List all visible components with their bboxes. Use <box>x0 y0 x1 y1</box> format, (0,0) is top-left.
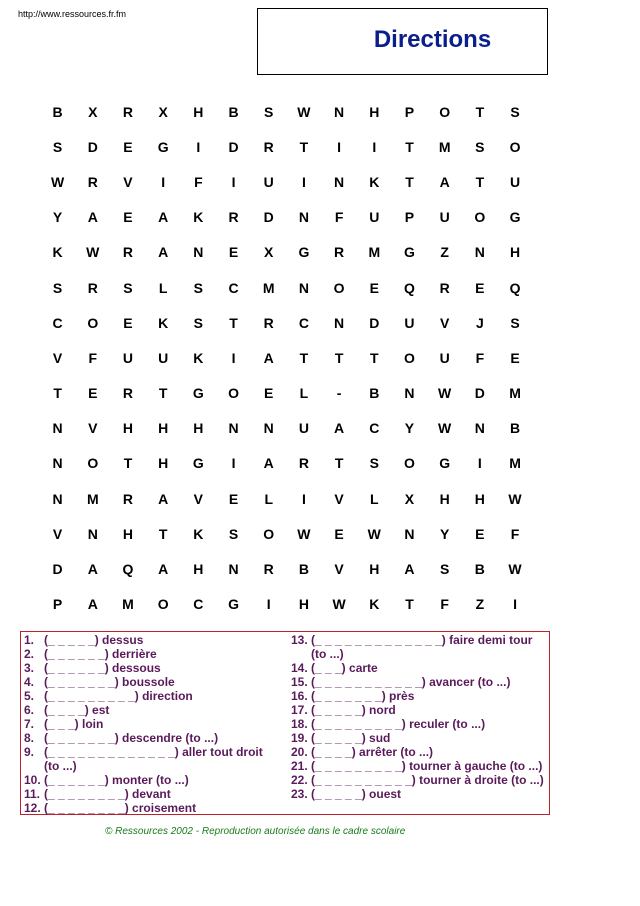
grid-letter: A <box>158 490 169 507</box>
grid-letter: V <box>439 314 450 331</box>
clue-item <box>291 689 549 703</box>
clue-text: (_ _ _ _ _ _ _ _ _ _) tourner à droite (to ...) <box>311 773 544 787</box>
grid-letter: A <box>158 561 169 578</box>
grid-letter: X <box>404 490 415 507</box>
grid-letter: Y <box>404 420 415 437</box>
grid-letter: F <box>88 349 98 366</box>
grid-letter: V <box>88 420 98 437</box>
grid-letter: W <box>438 420 452 437</box>
clue-text: (_ _ _ _ _ _ _ _ _) reculer (to ...) <box>311 717 486 731</box>
grid-letter: T <box>158 385 168 402</box>
clue-number: 19. <box>291 731 308 745</box>
grid-letter: Z <box>475 596 485 613</box>
clue-continuation: (to ...) <box>44 759 77 773</box>
grid-letter: S <box>264 103 274 120</box>
grid-letter: T <box>334 349 344 366</box>
grid-letter: B <box>369 385 380 402</box>
grid-letter: H <box>122 525 134 542</box>
grid-letter: U <box>158 349 169 366</box>
clue-item <box>24 633 289 647</box>
grid-letter: O <box>404 349 415 366</box>
grid-letter: U <box>509 173 521 190</box>
grid-letter: A <box>87 561 98 578</box>
clue-number: 1. <box>24 633 35 647</box>
clue-continuation: (to ...) <box>311 647 344 661</box>
grid-letter: A <box>87 209 98 226</box>
grid-letter: R <box>122 244 134 261</box>
grid-letter: U <box>298 420 309 437</box>
clue-column-right <box>291 633 549 801</box>
clue-item <box>24 787 289 801</box>
clue-text: (_ _ _ _ _ _) dessous <box>44 661 161 675</box>
clue-text: (_ _ _ _ _ _) derrière <box>44 647 157 661</box>
grid-letter: N <box>334 103 345 120</box>
grid-letter: U <box>263 173 274 190</box>
grid-letter: L <box>370 490 379 507</box>
clue-item <box>24 675 289 689</box>
grid-letter: A <box>404 561 415 578</box>
grid-letter: S <box>510 103 520 120</box>
grid-letter: F <box>510 525 520 542</box>
grid-letter: K <box>158 314 169 331</box>
clue-text: (_ _ _ _ _) nord <box>311 703 396 717</box>
grid-letter: T <box>475 103 485 120</box>
grid-letter: H <box>193 561 204 578</box>
grid-letter: H <box>193 103 204 120</box>
grid-letter: R <box>263 138 274 155</box>
clue-number: 11. <box>24 787 41 801</box>
grid-letter: B <box>52 103 63 120</box>
page-title: Directions <box>373 26 492 53</box>
grid-letter: N <box>87 525 98 542</box>
grid-letter: E <box>228 490 239 507</box>
grid-letter: N <box>52 420 63 437</box>
clue-text: (_ _ _ _ _) sud <box>311 731 391 745</box>
grid-letter: G <box>228 596 239 613</box>
grid-letter: A <box>439 173 450 190</box>
clue-item <box>291 731 549 745</box>
grid-letter: U <box>369 209 380 226</box>
clue-item <box>24 647 289 661</box>
title-box <box>257 8 548 75</box>
grid-letter: R <box>334 244 345 261</box>
grid-letter: W <box>297 525 311 542</box>
grid-letter: X <box>264 244 274 261</box>
clue-item <box>24 801 289 815</box>
grid-letter: H <box>158 455 169 472</box>
grid-letter: L <box>264 490 273 507</box>
clue-number: 18. <box>291 717 308 731</box>
clue-item <box>291 661 549 675</box>
grid-letter: F <box>440 596 449 613</box>
grid-letter: H <box>193 420 204 437</box>
grid-letter: R <box>87 173 98 190</box>
grid-letter: F <box>475 349 485 366</box>
grid-letter: I <box>161 173 166 190</box>
grid-letter: Q <box>404 279 415 296</box>
clue-item <box>291 773 549 787</box>
grid-letter: M <box>509 385 521 402</box>
clue-text: (_ _ _ _ _) ouest <box>311 787 402 801</box>
word-search-grid <box>40 94 533 622</box>
grid-letter: U <box>404 314 415 331</box>
grid-letter: W <box>508 561 522 578</box>
clue-text: (_ _ _ _ _ _ _ _) devant <box>44 787 171 801</box>
clue-item <box>24 773 289 787</box>
grid-letter: E <box>475 525 485 542</box>
grid-letter: A <box>158 244 169 261</box>
grid-letter: M <box>368 244 381 261</box>
grid-letter: H <box>298 596 309 613</box>
grid-letter: K <box>369 596 380 613</box>
grid-letter: N <box>52 455 63 472</box>
clue-number: 9. <box>24 745 35 759</box>
grid-letter: N <box>193 244 204 261</box>
clue-number: 12. <box>24 801 41 815</box>
clue-number: 4. <box>24 675 35 689</box>
grid-letter: I <box>372 138 377 155</box>
clue-column-left <box>24 633 289 815</box>
grid-letter: V <box>334 561 344 578</box>
grid-letter: L <box>158 279 168 296</box>
clue-item <box>24 731 289 745</box>
clue-number: 3. <box>24 661 35 675</box>
grid-letter: H <box>369 561 380 578</box>
grid-letter: N <box>228 420 239 437</box>
clue-item <box>24 745 289 759</box>
grid-letter: N <box>228 561 239 578</box>
grid-letter: R <box>439 279 450 296</box>
grid-letter: B <box>228 103 239 120</box>
grid-letter: L <box>299 385 309 402</box>
clue-text: (_ _ _ _ _ _ _) descendre (to ...) <box>44 731 219 745</box>
grid-letter: - <box>336 385 342 402</box>
grid-letter: C <box>228 279 239 296</box>
grid-letter: U <box>439 209 450 226</box>
grid-letter: I <box>266 596 271 613</box>
grid-letter: B <box>474 561 485 578</box>
clue-item <box>24 661 289 675</box>
grid-letter: X <box>88 103 98 120</box>
grid-letter: S <box>193 279 204 296</box>
grid-letter: R <box>263 561 274 578</box>
clue-text: (_ _ _ _ _ _ _ _) croisement <box>44 801 197 815</box>
clue-text: (_ _ _ _ _ _ _ _ _ _ _ _ _) faire demi tour <box>311 633 533 647</box>
grid-letter: A <box>263 349 274 366</box>
grid-letter: S <box>475 138 485 155</box>
grid-letter: H <box>509 244 521 261</box>
clue-text: (_ _ _ _ _ _ _) près <box>311 689 415 703</box>
grid-letter: E <box>264 385 274 402</box>
grid-letter: E <box>123 138 133 155</box>
grid-letter: M <box>122 596 134 613</box>
clue-number: 23. <box>291 787 308 801</box>
grid-letter: E <box>123 314 133 331</box>
grid-letter: O <box>157 596 169 613</box>
clue-number: 2. <box>24 647 35 661</box>
grid-letter: G <box>404 244 415 261</box>
grid-letter: T <box>299 138 309 155</box>
grid-letter: G <box>157 138 169 155</box>
grid-letter: Y <box>439 525 450 542</box>
grid-letter: A <box>158 209 169 226</box>
clue-item <box>291 633 549 647</box>
clue-number: 13. <box>291 633 308 647</box>
grid-letter: Q <box>122 561 134 578</box>
clue-text: (_ _ _ _ _) dessus <box>44 633 144 647</box>
grid-letter: U <box>122 349 134 366</box>
clue-number: 6. <box>24 703 35 717</box>
grid-letter: D <box>263 209 274 226</box>
grid-letter: E <box>123 209 133 226</box>
grid-letter: N <box>52 490 63 507</box>
grid-letter: W <box>50 173 65 190</box>
clue-text: (_ _ _ _) est <box>44 703 110 717</box>
clue-text: (_ _ _) loin <box>44 717 104 731</box>
grid-letter: G <box>192 455 204 472</box>
grid-letter: N <box>334 173 345 190</box>
grid-letter: P <box>404 209 415 226</box>
grid-letter: X <box>158 103 168 120</box>
grid-letter: M <box>262 279 275 296</box>
grid-letter: V <box>123 173 133 190</box>
grid-letter: H <box>158 420 169 437</box>
grid-letter: I <box>301 490 306 507</box>
grid-letter: K <box>369 173 380 190</box>
clue-box <box>20 631 550 815</box>
grid-letter: O <box>87 455 99 472</box>
grid-letter: G <box>509 209 521 226</box>
grid-letter: O <box>404 455 415 472</box>
grid-letter: O <box>228 385 239 402</box>
grid-letter: C <box>369 420 380 437</box>
grid-letter: R <box>298 455 309 472</box>
grid-letter: W <box>297 103 311 120</box>
grid-letter: K <box>193 209 204 226</box>
grid-letter: M <box>438 138 451 155</box>
grid-letter: J <box>475 314 484 331</box>
grid-letter: M <box>86 490 99 507</box>
grid-letter: N <box>474 420 485 437</box>
grid-letter: A <box>87 596 98 613</box>
grid-letter: V <box>52 349 63 366</box>
grid-letter: U <box>439 349 450 366</box>
grid-letter: V <box>193 490 204 507</box>
grid-letter: I <box>301 173 306 190</box>
grid-letter: C <box>193 596 204 613</box>
grid-letter: N <box>404 385 415 402</box>
clue-number: 14. <box>291 661 308 675</box>
grid-letter: V <box>334 490 344 507</box>
clue-number: 21. <box>291 759 308 773</box>
grid-letter: E <box>88 385 98 402</box>
grid-letter: T <box>405 138 414 155</box>
grid-letter: G <box>192 385 204 402</box>
clue-text: (_ _ _ _ _ _ _ _ _ _ _) avancer (to ...) <box>311 675 511 689</box>
grid-letter: G <box>298 244 310 261</box>
grid-letter: Y <box>52 209 63 226</box>
clue-number: 17. <box>291 703 308 717</box>
grid-letter: D <box>52 561 63 578</box>
grid-letter: I <box>231 173 236 190</box>
clue-text: (_ _ _ _ _ _ _) boussole <box>44 675 175 689</box>
clue-item <box>24 703 289 717</box>
grid-letter: I <box>231 455 236 472</box>
grid-letter: T <box>334 455 344 472</box>
grid-letter: S <box>193 314 204 331</box>
grid-letter: Z <box>440 244 449 261</box>
grid-letter: O <box>439 103 451 120</box>
clue-number: 20. <box>291 745 308 759</box>
grid-letter: R <box>263 314 274 331</box>
grid-letter: O <box>263 525 275 542</box>
grid-letter: V <box>52 525 63 542</box>
grid-letter: O <box>509 138 521 155</box>
grid-letter: I <box>196 138 201 155</box>
grid-letter: N <box>263 420 274 437</box>
copyright-footer: © Ressources 2002 - Reproduction autorisée dans le cadre scolaire <box>105 826 406 837</box>
clue-item <box>291 703 549 717</box>
grid-letter: R <box>122 490 134 507</box>
grid-letter: T <box>123 455 133 472</box>
grid-letter: A <box>263 455 274 472</box>
clue-item <box>291 759 549 773</box>
grid-letter: I <box>231 349 236 366</box>
grid-letter: O <box>87 314 99 331</box>
grid-letter: S <box>369 455 379 472</box>
grid-letter: T <box>53 385 62 402</box>
grid-letter: N <box>404 525 415 542</box>
grid-letter: T <box>405 596 414 613</box>
grid-letter: C <box>298 314 309 331</box>
clue-item <box>24 717 289 731</box>
grid-letter: S <box>52 279 63 296</box>
grid-letter: S <box>439 561 450 578</box>
grid-letter: K <box>52 244 63 261</box>
grid-letter: B <box>298 561 309 578</box>
grid-letter: R <box>87 279 98 296</box>
grid-letter: N <box>334 314 345 331</box>
grid-letter: B <box>509 420 521 437</box>
grid-letter: T <box>158 525 168 542</box>
grid-letter: R <box>122 103 134 120</box>
grid-letter: D <box>369 314 380 331</box>
grid-letter: W <box>438 385 452 402</box>
grid-letter: F <box>194 173 203 190</box>
grid-letter: P <box>52 596 63 613</box>
grid-letter: R <box>228 209 239 226</box>
clue-text: (_ _ _ _ _ _) monter (to ...) <box>44 773 189 787</box>
clue-number: 22. <box>291 773 308 787</box>
grid-letter: D <box>87 138 98 155</box>
grid-letter: I <box>477 455 482 472</box>
clue-item <box>291 787 549 801</box>
grid-letter: S <box>510 314 520 331</box>
grid-letter: W <box>367 525 381 542</box>
clue-number: 7. <box>24 717 35 731</box>
clue-number: 5. <box>24 689 35 703</box>
clue-text: (_ _ _ _) arrêter (to ...) <box>311 745 434 759</box>
grid-letter: K <box>193 349 204 366</box>
grid-letter: E <box>228 244 239 261</box>
clue-item <box>24 689 289 703</box>
grid-letter: T <box>229 314 238 331</box>
clue-text: (_ _ _ _ _ _ _ _ _ _ _ _ _) aller tout droit <box>44 745 263 759</box>
clue-item <box>291 717 549 731</box>
grid-letter: E <box>510 349 520 366</box>
grid-letter: T <box>475 173 485 190</box>
grid-letter: T <box>405 173 414 190</box>
grid-letter: T <box>299 349 309 366</box>
grid-letter: H <box>122 420 134 437</box>
grid-letter: Q <box>509 279 521 296</box>
grid-letter: W <box>508 490 522 507</box>
grid-letter: E <box>369 279 379 296</box>
grid-letter: I <box>513 596 517 613</box>
grid-letter: G <box>439 455 451 472</box>
clue-number: 16. <box>291 689 308 703</box>
grid-letter: O <box>333 279 345 296</box>
clue-item <box>291 675 549 689</box>
grid-letter: N <box>298 279 309 296</box>
grid-letter: H <box>439 490 450 507</box>
grid-letter: M <box>509 455 521 472</box>
grid-letter: D <box>228 138 239 155</box>
clue-text: (_ _ _ _ _ _ _ _ _) tourner à gauche (to ...) <box>311 759 543 773</box>
grid-letter: I <box>337 138 342 155</box>
grid-letter: P <box>404 103 415 120</box>
grid-letter: C <box>52 314 63 331</box>
grid-letter: R <box>122 385 134 402</box>
grid-letter: W <box>332 596 346 613</box>
grid-letter: S <box>228 525 239 542</box>
grid-letter: E <box>334 525 344 542</box>
grid-letter: A <box>334 420 345 437</box>
grid-letter: N <box>298 209 309 226</box>
clue-number: 8. <box>24 731 35 745</box>
grid-letter: K <box>193 525 204 542</box>
grid-letter: O <box>474 209 486 226</box>
grid-letter: D <box>474 385 485 402</box>
grid-letter: W <box>86 244 100 261</box>
grid-letter: E <box>475 279 485 296</box>
grid-letter: H <box>369 103 380 120</box>
grid-letter: S <box>123 279 133 296</box>
grid-letter: N <box>474 244 485 261</box>
clue-text: (_ _ _) carte <box>311 661 378 675</box>
clue-number: 10. <box>24 773 41 787</box>
grid-letter: H <box>474 490 485 507</box>
grid-letter: S <box>52 138 63 155</box>
grid-letter: T <box>370 349 379 366</box>
source-url: http://www.ressources.fr.fm <box>18 9 127 19</box>
clue-number: 15. <box>291 675 308 689</box>
clue-text: (_ _ _ _ _ _ _ _ _) direction <box>44 689 193 703</box>
grid-letter: F <box>334 209 344 226</box>
clue-item <box>291 745 549 759</box>
